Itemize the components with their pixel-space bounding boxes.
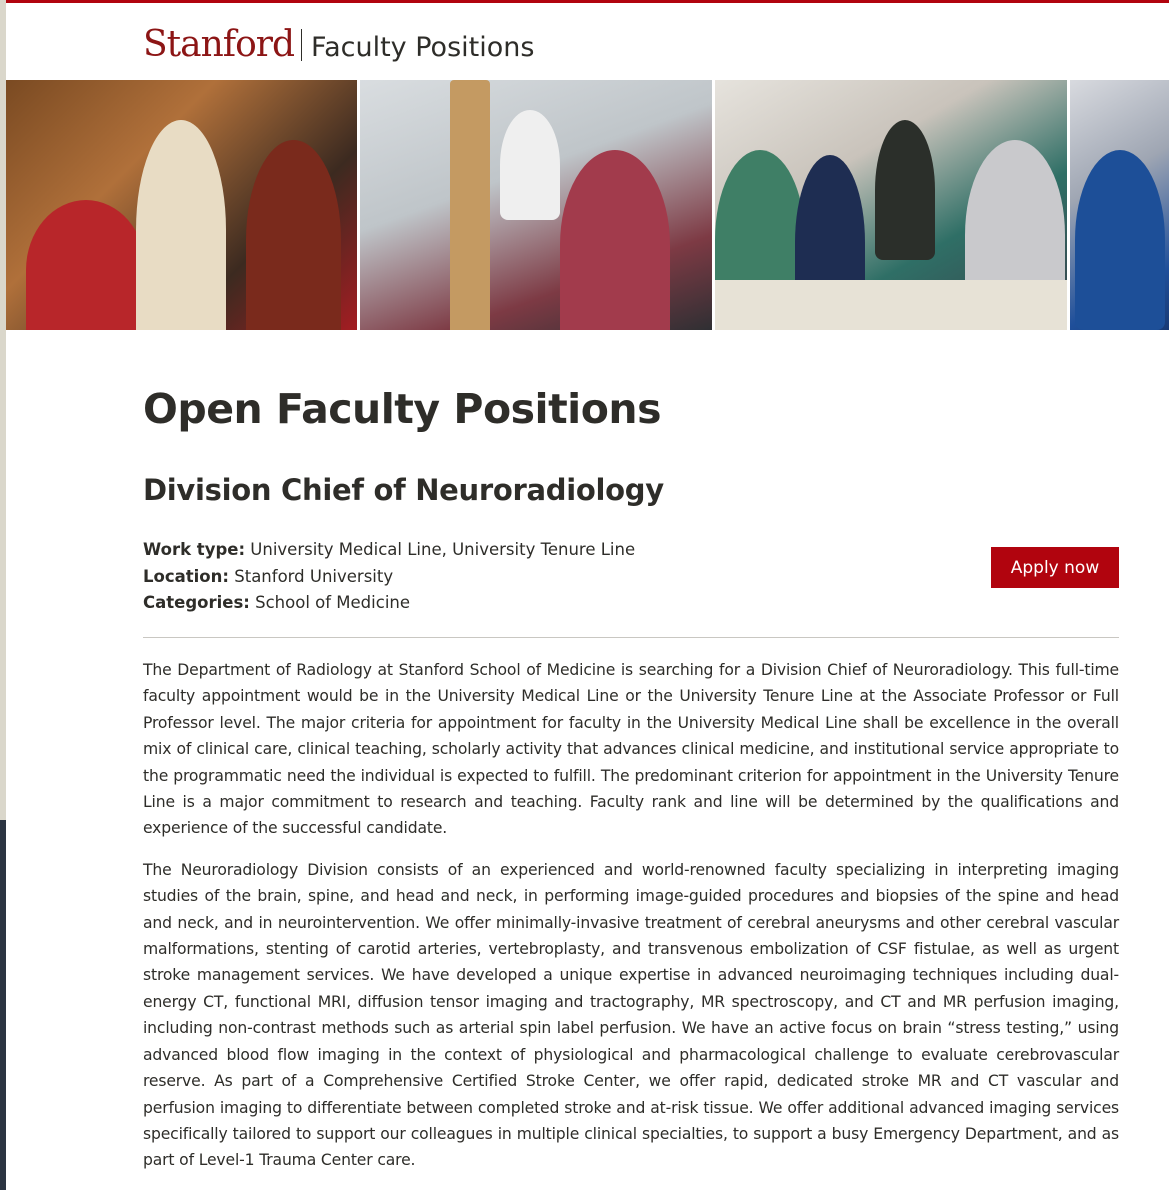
job-meta — [143, 537, 635, 617]
brand-link[interactable] — [143, 24, 535, 65]
work-type-value: University Medical Line, University Tenure Line — [250, 540, 636, 559]
background-window-edge-dark — [0, 820, 6, 1190]
categories-row — [143, 590, 635, 617]
banner-photo-lab — [1070, 80, 1169, 330]
photo-banner — [6, 80, 1169, 330]
page-title: Open Faculty Positions — [143, 385, 661, 433]
apply-now-button[interactable]: Apply now — [991, 547, 1119, 588]
categories-value: School of Medicine — [255, 593, 411, 612]
categories-label: Categories: — [143, 593, 250, 612]
job-title: Division Chief of Neuroradiology — [143, 473, 664, 507]
description-paragraph: The Neuroradiology Division consists of an experienced and world-renowned faculty specializing in interpreting imaging studies of the brain, spine, and head and neck, in performing image-guided procedures and biopsies of the spine and head and neck, and in neurointervention. We offer minimally-invasive treatment of cerebral aneurysms and other cerebral vascular malformations, stenting of carotid arteries, vertebroplasty, and transvenous embolization of CSF fistulae, as well as urgent stroke management services. We have developed a unique expertise in advanced neuroimaging techniques including dual-energy CT, functional MRI, diffusion tensor imaging and tractography, MR spectroscopy, and CT and MR perfusion imaging, including non-contrast methods such as arterial spin label perfusion. We have an active focus on brain “stress testing,” using advanced blood flow imaging in the context of physiological and pharmacological challenge to evaluate cerebrovascular reserve. As part of a Comprehensive Certified Stroke Center, we offer rapid, dedicated stroke MR and CT vascular and perfusion imaging to differentiate between completed stroke and at-risk tissue. We offer additional advanced imaging services specifically tailored to support our colleagues in multiple clinical specialties, to support a busy Emergency Department, and as part of Level-1 Trauma Center care. — [143, 860, 1119, 1170]
banner-photo-faculty-conversation — [6, 80, 357, 330]
banner-photo-art-studio — [360, 80, 712, 330]
stanford-wordmark: Stanford — [143, 24, 295, 65]
location-label: Location: — [143, 566, 229, 586]
banner-photo-classroom — [715, 80, 1067, 330]
section-divider — [143, 637, 1119, 638]
site-header — [6, 3, 1169, 80]
location-value: Stanford University — [234, 566, 394, 586]
work-type-row — [143, 537, 635, 564]
work-type-label: Work type: — [143, 540, 246, 559]
description-paragraph: The Department of Radiology at Stanford School of Medicine is searching for a Division Chief of Neuroradiology. This full-time faculty appointment would be in the University Medical Line or the University Tenure Line at the Associate Professor or Full Professor level. The major criteria for appointment for faculty in the University Medical Line shall be excellence in the overall mix of clinical care, clinical teaching, scholarly activity that advances clinical medicine, and institutional service appropriate to the programmatic need the individual is expected to fulfill. The predominant criterion for appointment in the University Tenure Line is a major commitment to research and teaching. Faculty rank and line will be determined by the qualifications and experience of the successful candidate. — [143, 661, 1119, 838]
brand-separator — [301, 29, 302, 61]
job-description — [143, 657, 1119, 1189]
site-name: Faculty Positions — [311, 32, 535, 63]
location-row — [143, 564, 635, 591]
